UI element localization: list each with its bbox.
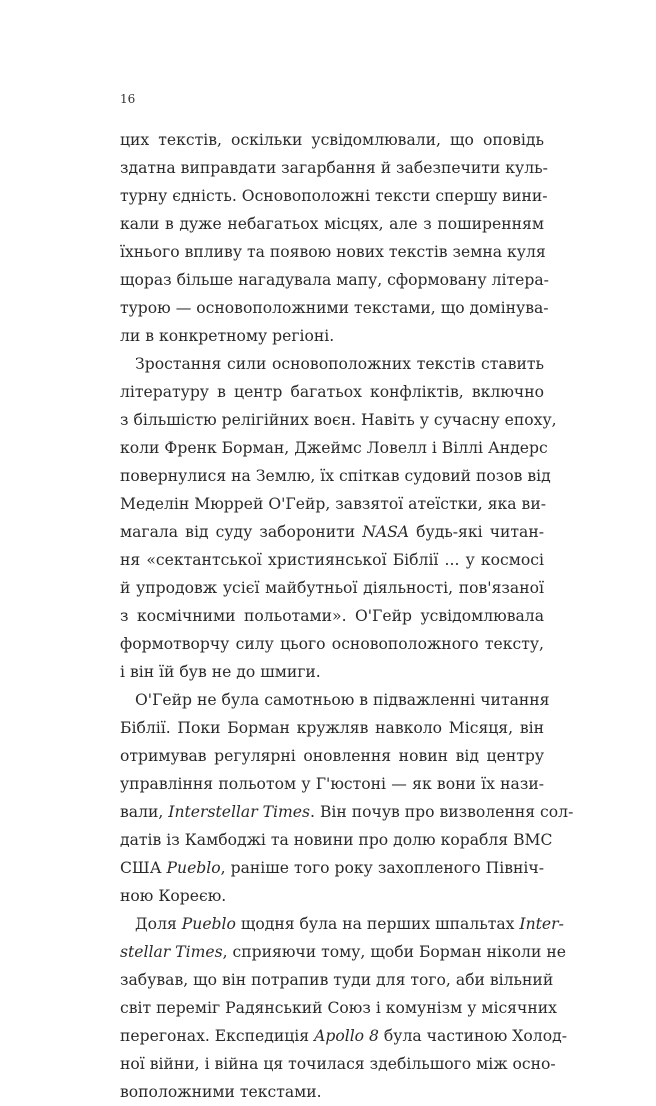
text-line [120,910,564,938]
text-line [120,154,548,182]
text-segment: О'Гейр не була самотньою в підважленні читання [135,691,550,709]
text-line [120,1078,544,1106]
text-segment: ня «сектантської християнської Біблії ... у космосі [120,551,544,569]
text-line [120,966,554,994]
text-line [120,350,544,378]
text-segment: , сприяючи тому, щоби Борман ніколи не [222,943,566,961]
text-segment: турну єдність. Основоположні тексти спершу вини- [120,187,548,205]
text-line [120,294,549,322]
text-line [120,854,544,882]
text-segment: Біблії. Поки Борман кружляв навколо Місяця, він [120,719,544,737]
text-line [120,406,557,434]
text-line [120,1022,567,1050]
text-line [120,182,548,210]
text-line [120,714,544,742]
text-line [120,938,566,966]
text-segment: формотворчу силу цього основоположного тексту, [120,635,544,653]
text-segment: ної війни, і війна ця точилася здебільшого між осно- [120,1055,556,1073]
text-segment: турою — основоположними текстами, що домінува- [120,299,549,317]
text-segment: і він їй був не до шмиги. [120,663,321,681]
italic-text: Pueblo [166,859,221,877]
text-segment: здатна виправдати загарбання й забезпечити куль- [120,159,548,177]
text-line [120,602,544,630]
text-line [120,378,544,406]
text-line [120,462,551,490]
text-line [120,630,544,658]
text-line [120,658,544,686]
text-line [120,518,544,546]
text-segment: кали в дуже небагатьох місцях, але з поширенням [120,215,544,233]
text-line [120,434,548,462]
text-segment: повернулися на Землю, їх спіткав судовий позов від [120,467,551,485]
text-segment: Меделін Мюррей О'Гейр, завзятої атеїстки, яка ви- [120,495,546,513]
text-segment: коли Френк Борман, Джеймс Ловелл і Віллі Андерс [120,439,548,457]
text-segment: літературу в центр багатьох конфліктів, включно [120,383,544,401]
text-line [120,126,544,154]
text-line [120,882,544,910]
italic-text: Inter- [519,915,564,933]
text-segment: Зростання сили основоположних текстів ставить [135,355,544,373]
text-segment: з більшістю релігійних воєн. Навіть у сучасну епоху, [120,411,557,429]
text-segment: перегонах. Експедиція [120,1027,315,1045]
text-segment: й упродовж усієї майбутньої діяльності, пов'язаної [120,579,544,597]
text-line [120,490,544,518]
text-segment: ли в конкретному регіоні. [120,327,335,345]
text-segment: з космічними польотами». О'Гейр усвідомлювала [120,607,544,625]
text-line [120,770,544,798]
text-segment: отримував регулярні оновлення новин від центру [120,747,544,765]
text-segment: будь-які читан- [409,523,544,541]
text-line [120,266,549,294]
text-line [120,798,574,826]
text-line [120,546,544,574]
italic-text: Pueblo [181,915,236,933]
text-segment: США [120,859,167,877]
text-line [120,826,553,854]
text-line [120,742,544,770]
italic-text: NASA [362,523,410,541]
text-segment: світ переміг Радянський Союз і комунізм у місячних [120,999,557,1017]
text-segment: , раніше того року захопленого Північ- [220,859,544,877]
text-segment: щораз більше нагадувала мапу, сформовану літера- [120,271,549,289]
text-line [120,686,550,714]
text-line [120,994,557,1022]
text-segment: датів із Камбоджі та новини про долю корабля ВМС [120,831,553,849]
text-segment: воположними текстами. [120,1083,322,1101]
text-segment: Доля [135,915,182,933]
text-segment: була частиною Холод- [378,1027,567,1045]
text-segment: цих текстів, оскільки усвідомлювали, що оповідь [120,131,544,149]
text-segment: . Він почув про визволення сол- [310,803,574,821]
text-segment: магала від суду заборонити [120,523,363,541]
italic-text: stellar Times [120,943,223,961]
italic-text: Interstellar Times [168,803,311,821]
text-segment: забував, що він потрапив туди для того, аби вільний [120,971,554,989]
text-line [120,322,544,350]
text-segment: їхнього впливу та появою нових текстів земна куля [120,243,546,261]
text-segment: вали, [120,803,169,821]
text-segment: щодня була на перших шпальтах [235,915,520,933]
text-segment: ною Кореєю. [120,887,227,905]
text-line [120,574,544,602]
text-line [120,210,544,238]
text-segment: управління польотом у Г'юстоні — як вони їх нази- [120,775,544,793]
text-line [120,238,544,266]
page-number: 16 [120,92,136,106]
italic-text: Apollo 8 [314,1027,379,1045]
body-text [120,126,574,1106]
text-line [120,1050,556,1078]
